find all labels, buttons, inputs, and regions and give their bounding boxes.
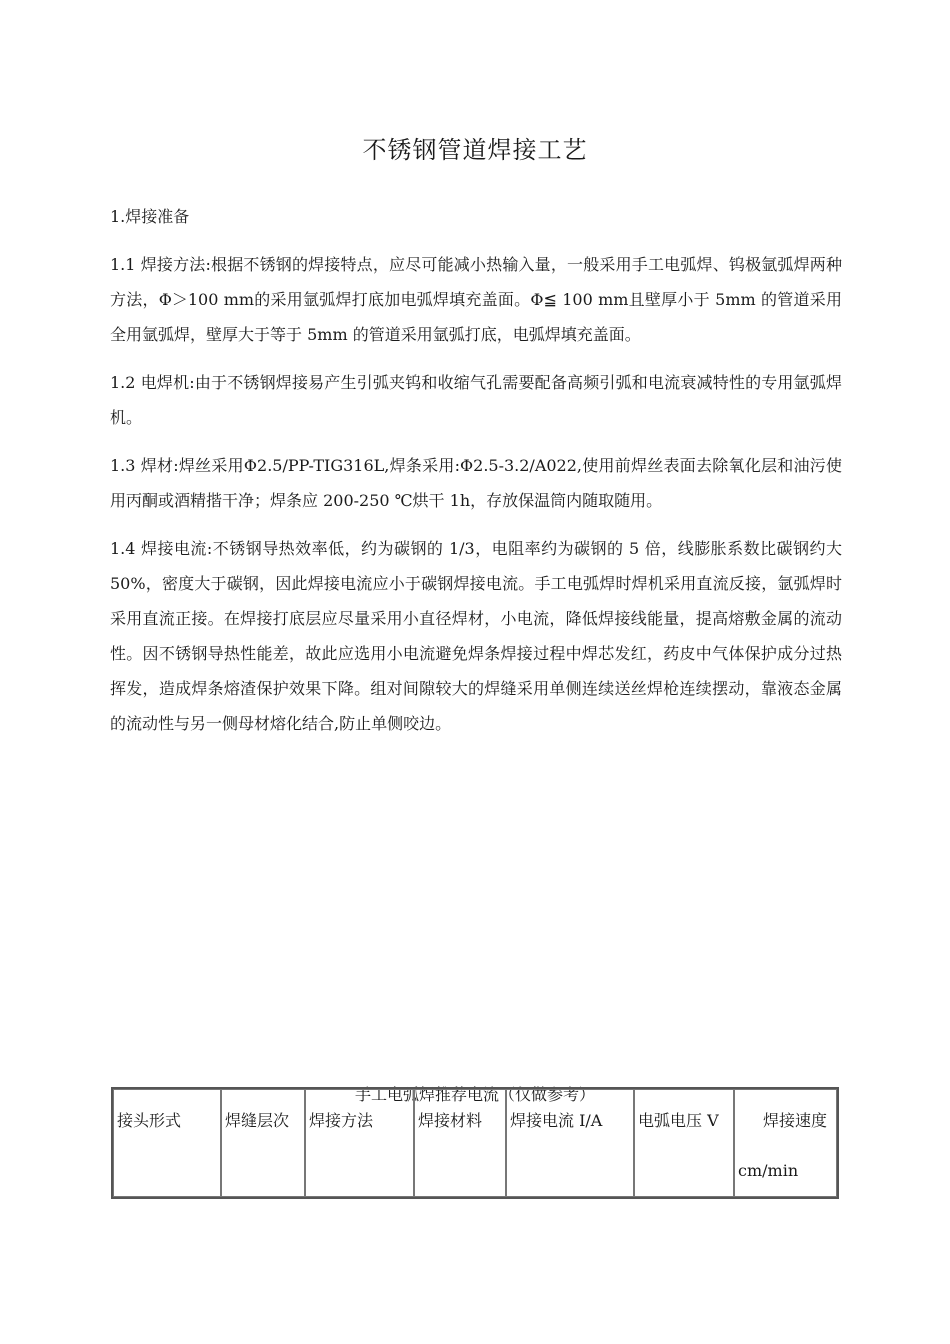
header-weld-material: 焊接材料 <box>414 1089 506 1197</box>
document-title: 不锈钢管道焊接工艺 <box>362 136 588 164</box>
header-arc-voltage: 电弧电压 V <box>634 1089 734 1197</box>
table-header-row <box>113 1089 837 1197</box>
paragraph-welding-current: 1.4 焊接电流:不锈钢导热效率低，约为碳钢的 1/3，电阻率约为碳钢的 5 倍，线膨胀系数比碳钢约大 50%，密度大于碳钢，因此焊接电流应小于碳钢焊接电流。手工电弧焊时焊机采用直流反接，氩弧焊时采用直流正接。在焊接打底层应尽量采用小直径焊材，小电流，降低焊接线能量，提高熔敷金属的流动性。因不锈钢导热性能差，故此应选用小电流避免焊条焊接过程中焊芯发红，药皮中气体保护成分过热挥发，造成焊条熔渣保护效果下降。组对间隙较大的焊缝采用单侧连续送丝焊枪连续摆动，靠液态金属的流动性与另一侧母材熔化结合,防止单侧咬边。 <box>110 539 842 733</box>
header-weld-current: 焊接电流 I/A <box>506 1089 634 1197</box>
header-weld-speed-label: 焊接速度 <box>762 1111 827 1130</box>
header-joint-form: 接头形式 <box>113 1089 221 1197</box>
paragraph-welding-materials: 1.3 焊材:焊丝采用Φ2.5/PP-TIG316L,焊条采用:Φ2.5-3.2/A022,使用前焊丝表面去除氧化层和油污使用丙酮或酒精揩干净；焊条应 200-250 ℃烘干 1h，存放保温筒内随取随用。 <box>110 456 842 510</box>
header-weld-layer: 焊缝层次 <box>221 1089 305 1197</box>
document-body <box>110 199 842 754</box>
paragraph-welding-machine: 1.2 电焊机:由于不锈钢焊接易产生引弧夹钨和收缩气孔需要配备高频引弧和电流衰减特性的专用氩弧焊机。 <box>110 373 842 427</box>
header-weld-method: 焊接方法 <box>305 1089 414 1197</box>
welding-current-table <box>111 1087 839 1199</box>
section-heading: 1.焊接准备 <box>110 207 190 226</box>
paragraph-welding-method: 1.1 焊接方法:根据不锈钢的焊接特点，应尽可能减小热输入量，一般采用手工电弧焊、钨极氩弧焊两种方法，Φ＞100 mm的采用氩弧焊打底加电弧焊填充盖面。Φ≦ 100 mm且壁厚小于 5mm 的管道采用全用氩弧焊，壁厚大于等于 5mm 的管道采用氩弧打底，电弧焊填充盖面。 <box>110 255 842 344</box>
header-weld-speed <box>734 1089 837 1197</box>
table-caption: 手工电弧焊推荐电流（仅做参考） <box>354 1085 595 1104</box>
header-weld-speed-unit: cm/min <box>738 1161 799 1180</box>
